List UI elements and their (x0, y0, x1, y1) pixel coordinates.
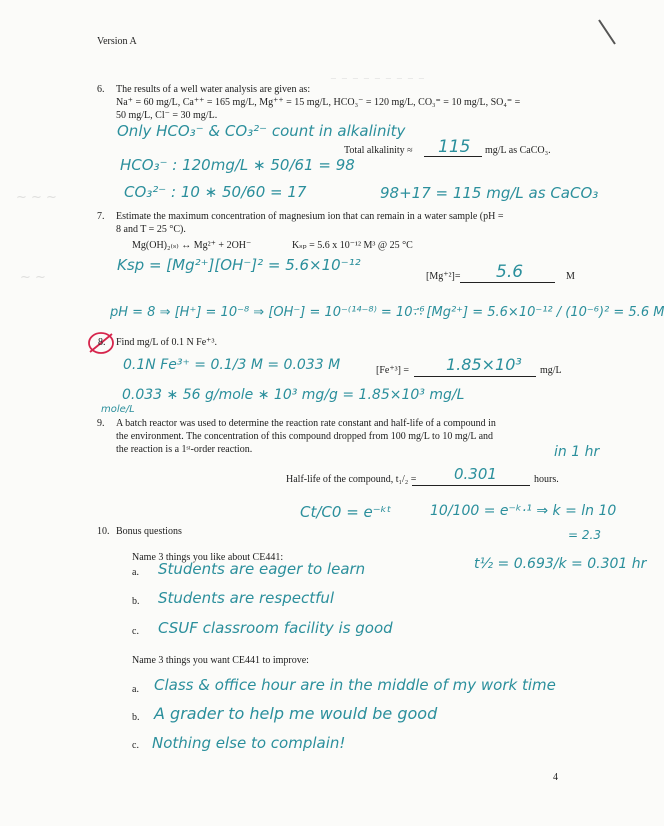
staple-mark (597, 18, 617, 46)
like-b-answer[interactable]: Students are respectful (158, 589, 335, 607)
q8-hw-line2: 0.033 ∗ 56 g/mole ∗ 10³ mg/g = 1.85×10³ mg/L (122, 387, 465, 403)
q9-number: 9. (97, 418, 105, 429)
q9-hw-eq2: 10/100 = e⁻ᵏ·¹ ⇒ k = ln 10 (430, 503, 617, 519)
q7-hw-mg: ∴ [Mg²⁺] = 5.6×10⁻¹² / (10⁻⁶)² = 5.6 M (414, 305, 664, 320)
q9-answer-blank (412, 485, 530, 486)
q7-text-line2: 8 and T = 25 °C). (116, 224, 186, 235)
q8-answer-label: [Fe⁺³] = (376, 365, 410, 376)
q6-hw-note: Only HCO₃⁻ & CO₃²⁻ count in alkalinity (117, 122, 406, 140)
q6-hw-hco3: HCO₃⁻ : 120mg/L ∗ 50/61 = 98 (120, 156, 355, 174)
q9-text-line1: A batch reactor was used to determine the reaction rate constant and half-life of a compound in (116, 418, 496, 429)
q9-hw-note: in 1 hr (554, 444, 600, 460)
q7-answer-blank (460, 282, 555, 283)
bleed-through-2: ~ ~ ~ (16, 190, 57, 205)
like-b-label: b. (132, 596, 140, 607)
q7-hw-ksp: Ksp = [Mg²⁺][OH⁻]² = 5.6×10⁻¹² (117, 256, 361, 274)
bleed-through-3: ~ ~ (20, 270, 46, 285)
q7-equation: Mg(OH)₂₍ₛ₎ ↔ Mg²⁺ + 2OH⁻ (132, 240, 252, 251)
q10-number: 10. (97, 526, 110, 537)
q6-text-line1: The results of a well water analysis are given as: (116, 84, 311, 95)
q10-improve-prompt: Name 3 things you want CE441 to improve: (132, 655, 309, 666)
q10-like-prompt: Name 3 things you like about CE441: (132, 552, 284, 563)
q6-number: 6. (97, 84, 105, 95)
improve-c-answer[interactable]: Nothing else to complain! (152, 734, 346, 752)
q6-text-line2: Na⁺ = 60 mg/L, Ca⁺⁺ = 165 mg/L, Mg⁺⁺ = 15 mg/L, HCO₃⁻ = 120 mg/L, CO₃⁼ = 10 mg/L, SO₄⁼ = (116, 97, 521, 108)
q6-hw-co3: CO₃²⁻ : 10 ∗ 50/60 = 17 (124, 183, 307, 201)
q7-ksp: Kₛₚ = 5.6 x 10⁻¹² M³ @ 25 °C (292, 240, 413, 251)
q7-hw-ph: pH = 8 ⇒ [H⁺] = 10⁻⁸ ⇒ [OH⁻] = 10⁻⁽¹⁴⁻⁸⁾ = 10⁻⁶ (110, 305, 425, 320)
q8-text: Find mg/L of 0.1 N Fe⁺³. (116, 337, 217, 348)
q8-hw-line1: 0.1N Fe³⁺ = 0.1/3 M = 0.033 M (123, 357, 341, 373)
version-label: Version A (97, 36, 137, 47)
q9-answer-unit: hours. (534, 474, 559, 485)
q9-hw-half: t½ = 0.693/k = 0.301 hr (474, 556, 647, 572)
improve-b-label: b. (132, 712, 140, 723)
q7-answer-label: [Mg⁺²]= (426, 271, 461, 282)
q9-hw-eq1: Ct/C0 = e⁻ᵏᵗ (300, 503, 392, 521)
q9-hw-k: = 2.3 (568, 528, 601, 542)
improve-c-label: c. (132, 740, 139, 751)
q7-text-line1: Estimate the maximum concentration of magnesium ion that can remain in a water sample (pH = (116, 211, 504, 222)
q10-title: Bonus questions (116, 526, 182, 537)
q6-answer-label: Total alkalinity ≈ (344, 145, 413, 156)
q8-answer-blank (414, 376, 536, 377)
q6-answer-unit: mg/L as CaCO₃. (485, 145, 551, 156)
improve-a-label: a. (132, 684, 139, 695)
q8-answer-unit: mg/L (540, 365, 562, 376)
q6-hw-sum: 98+17 = 115 mg/L as CaCO₃ (380, 184, 599, 202)
q8-hw-mark: mole/L (101, 404, 135, 415)
q8-answer-value[interactable]: 1.85×10³ (446, 355, 522, 374)
like-c-label: c. (132, 626, 139, 637)
like-a-answer[interactable]: Students are eager to learn (158, 560, 366, 578)
like-a-label: a. (132, 567, 139, 578)
q9-answer-label: Half-life of the compound, t₁/₂ = (286, 474, 417, 485)
q7-number: 7. (97, 211, 105, 222)
q9-text-line2: the environment. The concentration of this compound dropped from 100 mg/L to 10 mg/L and (116, 431, 494, 442)
q9-answer-value[interactable]: 0.301 (454, 465, 497, 483)
like-c-answer[interactable]: CSUF classroom facility is good (158, 619, 393, 637)
q6-text-line3: 50 mg/L, Cl⁻ = 30 mg/L. (116, 110, 218, 121)
q8-number: 8. (98, 337, 106, 348)
q7-answer-unit: M (566, 271, 575, 282)
page-number: 4 (553, 772, 558, 783)
improve-a-answer[interactable]: Class & office hour are in the middle of my work time (154, 676, 556, 694)
q9-text-line3: the reaction is a 1ˢᵗ-order reaction. (116, 444, 253, 455)
bleed-through-1: ⁻ ⁻ ⁻ ⁻ ⁻ ⁻ ⁻ ⁻ ⁻ (330, 74, 425, 89)
q7-answer-value[interactable]: 5.6 (496, 262, 524, 282)
q6-answer-value[interactable]: 115 (438, 137, 471, 157)
improve-b-answer[interactable]: A grader to help me would be good (154, 704, 438, 723)
